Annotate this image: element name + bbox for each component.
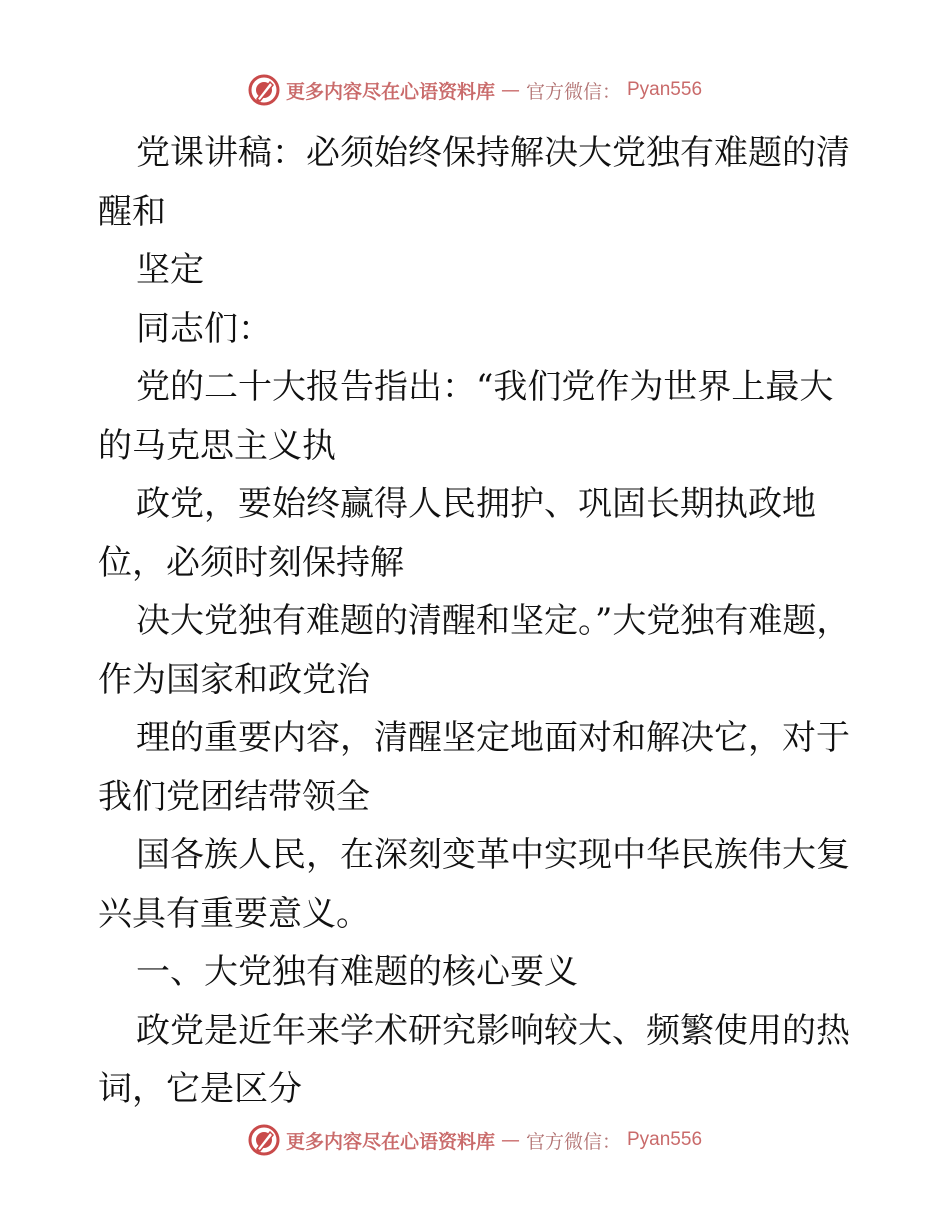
body-paragraph: 理的重要内容，清醒坚定地面对和解决它，对于我们党团结带领全 xyxy=(98,718,850,817)
footer-banner xyxy=(0,1124,950,1156)
banner-separator: — xyxy=(500,1129,520,1151)
document-title-continued: 坚定 xyxy=(136,250,204,290)
section-heading: 一、大党独有难题的核心要义 xyxy=(136,952,578,992)
banner-site-text: 更多内容尽在心语资料库 xyxy=(285,80,495,103)
banner-site-text: 更多内容尽在心语资料库 xyxy=(285,1130,495,1153)
body-paragraph: 国各族人民，在深刻变革中实现中华民族伟大复兴具有重要意义。 xyxy=(98,835,850,934)
document-body xyxy=(98,124,858,1119)
body-paragraph: 政党，要始终赢得人民拥护、巩固长期执政地位，必须时刻保持解 xyxy=(98,484,816,583)
pen-logo-icon xyxy=(248,1124,280,1156)
pen-logo-icon xyxy=(248,74,280,106)
banner-wechat-label: 官方微信： xyxy=(525,80,621,103)
body-paragraph: 政党是近年来学术研究影响较大、频繁使用的热词，它是区分 xyxy=(98,1010,850,1109)
document-title: 党课讲稿：必须始终保持解决大党独有难题的清醒和 xyxy=(98,133,850,232)
banner-wechat-id: Pyan556 xyxy=(627,1129,703,1150)
banner-separator: — xyxy=(500,79,520,101)
body-paragraph: 决大党独有难题的清醒和坚定。”大党独有难题，作为国家和政党治 xyxy=(98,601,851,700)
body-paragraph: 党的二十大报告指出：“我们党作为世界上最大的马克思主义执 xyxy=(98,367,834,466)
salutation: 同志们： xyxy=(136,308,272,349)
header-banner xyxy=(0,74,950,106)
banner-wechat-label: 官方微信： xyxy=(525,1130,621,1153)
banner-wechat-id: Pyan556 xyxy=(627,79,703,100)
